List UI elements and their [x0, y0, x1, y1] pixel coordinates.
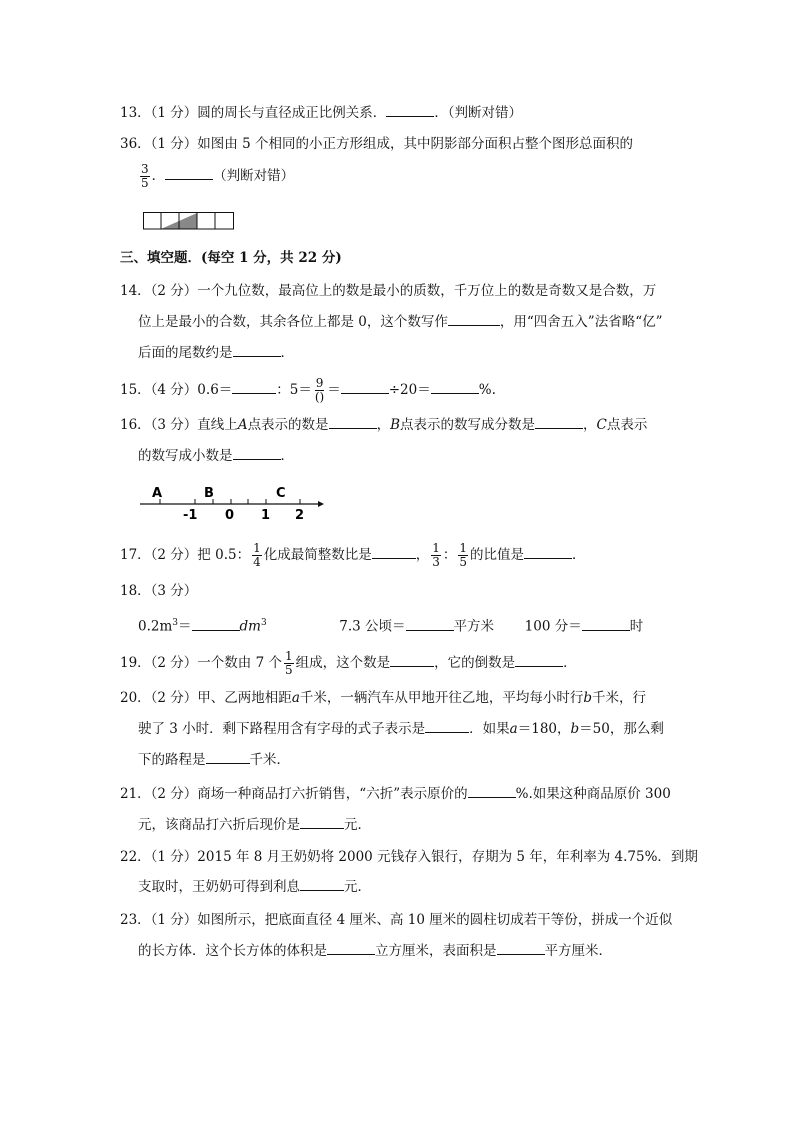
question-20-line2: 驶了 3 小时．剩下路程用含有字母的式子表示是 ．如果a＝180，b＝50，那么剩: [138, 721, 664, 737]
answer-blank[interactable]: [341, 381, 389, 394]
question-21: 21．（2 分）商场一种商品打六折销售，“六折”表示原价的 %.如果这种商品原价 300: [120, 786, 671, 802]
answer-blank[interactable]: [582, 618, 630, 631]
tick-label: 0: [225, 508, 235, 522]
section-title: 三、填空题．(每空 1 分，共 22 分): [120, 250, 342, 266]
answer-blank[interactable]: [431, 381, 479, 394]
answer-blank[interactable]: [165, 167, 213, 180]
tick-label: -1: [183, 508, 198, 522]
point-label-c: C: [276, 486, 286, 501]
question-17: 17．（2 分）把 0.5： $\frac{1}{4}$ 化成最简整数比是 ， $\frac{1}{3}$ ： $\frac{1}{5}$ 的比值是 ．: [120, 541, 586, 569]
answer-blank[interactable]: [425, 720, 469, 733]
question-18: 18．（3 分）: [120, 583, 198, 599]
answer-blank[interactable]: [524, 546, 572, 559]
squares-figure: [143, 212, 235, 230]
point-label-b: B: [204, 486, 214, 501]
question-18-line2: $0.2m^3= dm^3$ 7.3 公顷＝ 平方米 100 分＝ 时: [138, 618, 644, 635]
answer-blank[interactable]: [232, 381, 276, 394]
question-21-line2: 元，该商品打六折后现价是 元．: [138, 817, 371, 833]
answer-blank[interactable]: [448, 313, 500, 326]
answer-blank[interactable]: [372, 546, 416, 559]
answer-blank[interactable]: [300, 816, 344, 829]
answer-blank[interactable]: [206, 751, 250, 764]
question-16-line2: 的数写成小数是 ．: [138, 448, 294, 464]
question-15: 15．（4 分）0.6＝ ：5＝ $\frac{9}{()}$ ＝ ÷20＝ %.: [120, 376, 496, 404]
question-16: 16．（3 分）直线上A点表示的数是 ，B点表示的数写成分数是 ，C点表示: [120, 417, 648, 433]
answer-blank[interactable]: [390, 654, 434, 667]
fraction: $\frac{1}{5}$: [284, 649, 293, 677]
answer-blank[interactable]: [329, 416, 377, 429]
question-36: 36．（1 分）如图由 5 个相同的小正方形组成，其中阴影部分面积占整个图形总面积的: [120, 136, 633, 152]
question-20-line3: 下的路程是 千米．: [138, 752, 290, 768]
number-line: [140, 482, 325, 522]
question-13: 13．（1 分）圆的周长与直径成正比例关系． ．（判断对错）: [120, 105, 523, 121]
question-20: 20．（2 分）甲、乙两地相距a千米，一辆汽车从甲地开往乙地，平均每小时行b千米，行: [120, 690, 647, 706]
tick-label: 1: [261, 508, 271, 522]
tick-label: 2: [295, 508, 305, 522]
question-36-line2: $\frac{3}{5}$ ． （判断对错）: [141, 162, 295, 190]
fraction: $\frac{9}{()}$: [314, 376, 325, 404]
answer-blank[interactable]: [300, 878, 344, 891]
question-14-line3: 后面的尾数约是 ．: [138, 345, 294, 361]
question-23: 23．（1 分）如图所示，把底面直径 4 厘米、高 10 厘米的圆柱切成若干等份，拼成一个近似: [120, 912, 673, 928]
answer-blank[interactable]: [233, 447, 281, 460]
answer-blank[interactable]: [406, 618, 454, 631]
answer-blank[interactable]: [515, 654, 563, 667]
fraction: $\frac{3}{5}$: [141, 162, 149, 190]
answer-blank[interactable]: [192, 618, 240, 631]
answer-blank[interactable]: [468, 785, 516, 798]
question-23-line2: 的长方体．这个长方体的体积是 立方厘米，表面积是 平方厘米．: [138, 943, 612, 959]
question-19: 19．（2 分）一个数由 7 个 $\frac{1}{5}$ 组成，这个数是 ，它的倒数是 ．: [120, 649, 577, 677]
answer-blank[interactable]: [233, 344, 281, 357]
answer-blank[interactable]: [535, 416, 583, 429]
question-22: 22．（1 分）2015 年 8 月王奶奶将 2000 元钱存入银行，存期为 5 年，年利率为 4.75%．到期: [120, 849, 698, 865]
answer-blank[interactable]: [497, 942, 545, 955]
question-14-line2: 位上是最小的合数，其余各位上都是 0，这个数写作 ，用“四舍五入”法省略“亿”: [138, 314, 663, 330]
fraction: $\frac{1}{4}$: [253, 541, 261, 569]
question-14: 14．（2 分）一个九位数，最高位上的数是最小的质数，千万位上的数是奇数又是合数，万: [120, 283, 657, 299]
fraction: $\frac{1}{3}$: [432, 541, 440, 569]
answer-blank[interactable]: [327, 942, 375, 955]
fraction: $\frac{1}{5}$: [459, 541, 467, 569]
point-label-a: A: [152, 486, 163, 501]
answer-blank[interactable]: [386, 104, 434, 117]
question-22-line2: 支取时，王奶奶可得到利息 元．: [138, 879, 371, 895]
